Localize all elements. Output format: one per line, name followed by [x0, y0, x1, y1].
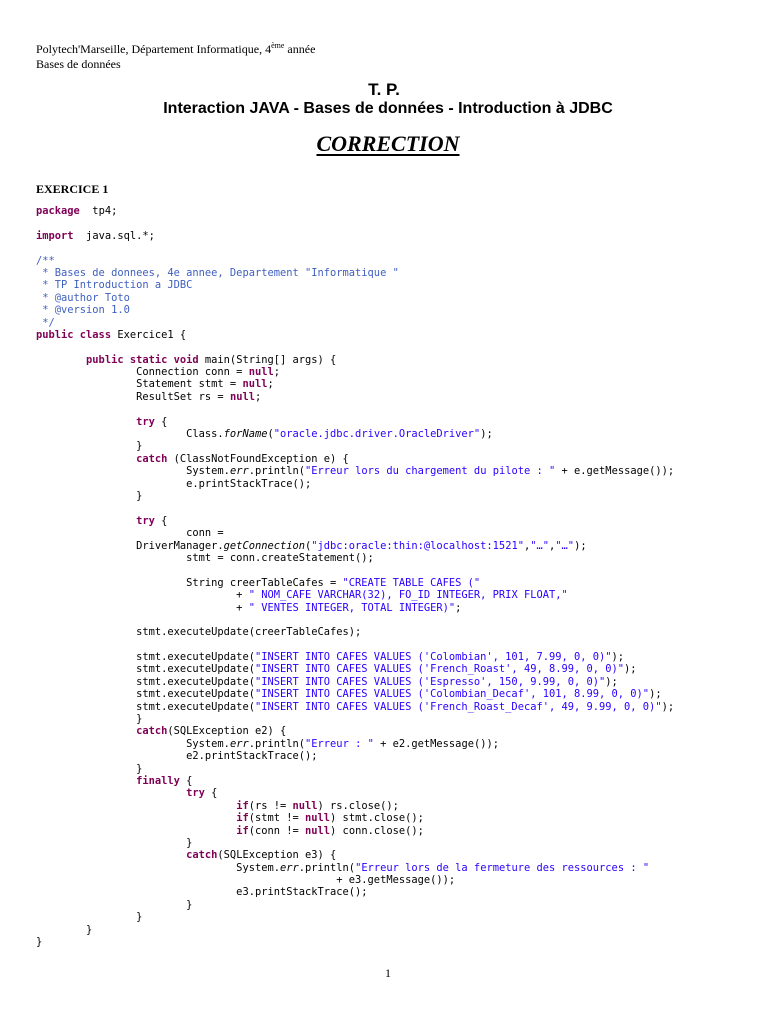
- code-line: [36, 490, 674, 502]
- code-token: null: [248, 366, 274, 379]
- code-token: System.: [36, 861, 280, 874]
- code-line: [36, 304, 674, 316]
- code-token: (: [305, 539, 312, 552]
- code-token: );: [480, 428, 493, 441]
- code-token: "INSERT INTO CAFES VALUES ('French_Roast', 49, 8.99, 0, 0)": [254, 663, 625, 676]
- code-token: Statement stmt =: [36, 378, 243, 391]
- code-token: [36, 849, 186, 861]
- code-line: [36, 911, 674, 923]
- code-token: }: [36, 898, 193, 911]
- code-token: Exercice1 {: [111, 328, 187, 341]
- code-line: [36, 651, 674, 663]
- code-token: Class.: [36, 428, 224, 441]
- code-token: getConnection: [223, 539, 305, 552]
- code-line: [36, 849, 674, 861]
- code-token: e.printStackTrace();: [36, 477, 312, 490]
- code-token: Connection conn =: [36, 366, 249, 379]
- code-line: [36, 230, 674, 242]
- code-token: " VENTES INTEGER, TOTAL INTEGER)": [248, 601, 456, 614]
- code-token: [36, 825, 236, 837]
- code-line: [36, 663, 674, 675]
- code-token: null: [242, 378, 268, 391]
- code-token: ) stmt.close();: [330, 812, 424, 825]
- code-token: err: [279, 861, 299, 874]
- ordinal-superscript: ème: [271, 41, 285, 50]
- code-token: }: [36, 836, 193, 849]
- subtitle: Interaction JAVA - Bases de données - Introduction à JDBC: [163, 100, 613, 117]
- exercise-heading: EXERCICE 1: [36, 182, 109, 196]
- code-line: [36, 527, 674, 539]
- code-token: catch: [136, 725, 168, 738]
- code-token: "INSERT INTO CAFES VALUES ('Colombian_Decaf', 101, 8.99, 0, 0)": [254, 688, 650, 701]
- code-line: [36, 812, 674, 824]
- code-line: [36, 403, 674, 415]
- code-line: [36, 602, 674, 614]
- code-token: " NOM_CAFE VARCHAR(32), FO_ID INTEGER, PRIX FLOAT,": [248, 589, 568, 602]
- code-line: [36, 502, 674, 514]
- code-token: +: [36, 601, 249, 614]
- code-line: [36, 899, 674, 911]
- code-line: [36, 242, 674, 254]
- code-token: );: [574, 539, 587, 552]
- code-line: [36, 267, 674, 279]
- code-line: [36, 478, 674, 490]
- code-token: [36, 775, 136, 787]
- code-token: try: [136, 514, 155, 527]
- code-token: DriverManager.: [36, 539, 224, 552]
- code-token: err: [229, 465, 249, 478]
- code-line: [36, 701, 674, 713]
- code-token: * TP Introduction a JDBC: [36, 279, 193, 292]
- header-line-1: Polytech'Marseille, Département Informatique, 4ème année: [36, 41, 316, 56]
- code-token: "INSERT INTO CAFES VALUES ('Espresso', 150, 9.99, 0, 0)": [254, 675, 606, 688]
- code-token: {: [204, 787, 218, 800]
- page-number: 1: [385, 966, 391, 980]
- code-token: * Bases de donnees, 4e annee, Departement "Informatique ": [36, 266, 399, 279]
- code-token: (SQLException e3) {: [217, 849, 337, 862]
- code-token: .println(: [298, 861, 356, 874]
- code-line: [36, 614, 674, 626]
- code-token: }: [36, 923, 93, 936]
- code-token: tp4;: [79, 205, 118, 217]
- code-token: "jdbc:oracle:thin:@localhost:1521": [311, 539, 524, 552]
- code-line: [36, 874, 674, 886]
- code-line: [36, 217, 674, 229]
- code-token: .println(: [248, 737, 306, 750]
- code-token: ,: [549, 539, 556, 552]
- code-token: try: [136, 415, 155, 428]
- code-line: [36, 552, 674, 564]
- code-token: "Erreur : ": [305, 737, 374, 750]
- code-line: [36, 626, 674, 638]
- code-token: .println(: [248, 465, 306, 478]
- code-token: null: [305, 812, 331, 825]
- code-line: [36, 577, 674, 589]
- code-token: [36, 515, 136, 527]
- code-token: +: [36, 589, 249, 602]
- code-token: ) conn.close();: [330, 824, 424, 837]
- code-line: [36, 428, 674, 440]
- code-token: stmt.executeUpdate(creerTableCafes);: [36, 626, 362, 639]
- code-line: [36, 378, 674, 390]
- code-token: public class: [36, 328, 112, 341]
- code-token: );: [661, 700, 675, 713]
- code-line: [36, 750, 674, 762]
- code-token: ) rs.close();: [317, 799, 399, 812]
- code-token: catch: [136, 452, 168, 465]
- code-line: [36, 540, 674, 552]
- code-line: [36, 255, 674, 267]
- code-token: "oracle.jdbc.driver.OracleDriver": [273, 428, 481, 441]
- code-token: main(String[] args) {: [198, 353, 337, 366]
- code-token: stmt.executeUpdate(: [36, 688, 255, 701]
- java-code-listing: [36, 205, 674, 948]
- code-line: [36, 564, 674, 576]
- code-line: [36, 329, 674, 341]
- code-token: {: [154, 415, 168, 428]
- code-token: if: [236, 812, 249, 825]
- code-token: catch: [186, 849, 218, 862]
- code-line: [36, 354, 674, 366]
- code-token: "CREATE TABLE CAFES (": [342, 576, 481, 589]
- code-line: [36, 800, 674, 812]
- code-line: [36, 725, 674, 737]
- code-token: java.sql.*;: [73, 229, 155, 242]
- document-header: [36, 42, 315, 72]
- code-line: [36, 837, 674, 849]
- code-line: [36, 688, 674, 700]
- code-line: [36, 205, 674, 217]
- code-line: [36, 515, 674, 527]
- code-token: ;: [273, 366, 280, 379]
- code-token: public static void: [86, 353, 199, 366]
- code-line: [36, 936, 674, 948]
- code-token: }: [36, 713, 143, 726]
- code-token: "Erreur lors de la fermeture des ressources : ": [355, 861, 650, 874]
- code-line: [36, 924, 674, 936]
- code-token: "INSERT INTO CAFES VALUES ('Colombian', 101, 7.99, 0, 0)": [254, 651, 612, 664]
- code-token: if: [236, 799, 249, 812]
- code-token: package: [36, 205, 80, 217]
- code-token: [36, 787, 186, 799]
- code-token: null: [292, 799, 318, 812]
- correction-heading: CORRECTION: [316, 131, 460, 156]
- code-line: [36, 862, 674, 874]
- code-token: }: [36, 936, 43, 949]
- code-token: System.: [36, 465, 230, 478]
- code-line: [36, 279, 674, 291]
- code-line: [36, 317, 674, 329]
- code-line: [36, 366, 674, 378]
- code-token: * @version 1.0: [36, 304, 130, 317]
- code-token: (rs !=: [248, 799, 293, 812]
- code-line: [36, 886, 674, 898]
- tp-title: T. P.: [368, 80, 400, 99]
- code-line: [36, 825, 674, 837]
- code-line: [36, 292, 674, 304]
- code-token: ,: [523, 539, 531, 552]
- code-line: [36, 341, 674, 353]
- code-token: );: [611, 651, 625, 664]
- code-token: "INSERT INTO CAFES VALUES ('French_Roast_Decaf', 49, 9.99, 0, 0)": [254, 700, 662, 713]
- code-line: [36, 713, 674, 725]
- code-token: ;: [455, 601, 462, 614]
- code-token: (ClassNotFoundException e) {: [167, 452, 349, 465]
- code-token: * @author Toto: [36, 291, 130, 304]
- code-line: [36, 738, 674, 750]
- code-token: (conn !=: [248, 824, 306, 837]
- code-token: "…": [530, 539, 550, 552]
- code-token: ;: [254, 390, 262, 403]
- code-token: /**: [36, 254, 55, 267]
- code-token: System.: [36, 737, 230, 750]
- code-token: (SQLException e2) {: [167, 725, 287, 738]
- code-line: [36, 676, 674, 688]
- code-line: [36, 440, 674, 452]
- code-token: conn =: [36, 527, 224, 540]
- code-token: stmt.executeUpdate(: [36, 663, 255, 676]
- code-token: {: [154, 514, 168, 527]
- code-line: [36, 639, 674, 651]
- code-line: [36, 416, 674, 428]
- code-token: */: [36, 316, 55, 329]
- code-token: [36, 453, 136, 465]
- code-token: (: [267, 428, 274, 441]
- code-token: );: [624, 663, 637, 676]
- code-line: [36, 763, 674, 775]
- code-line: [36, 775, 674, 787]
- code-token: "Erreur lors du chargement du pilote : ": [305, 465, 556, 478]
- code-token: [36, 354, 86, 366]
- code-token: + e2.getMessage());: [373, 737, 499, 750]
- code-line: [36, 391, 674, 403]
- code-token: String creerTableCafes =: [36, 576, 343, 589]
- code-token: try: [186, 787, 205, 800]
- code-token: "…": [555, 539, 575, 552]
- code-token: forName: [223, 428, 268, 441]
- code-token: err: [229, 737, 249, 750]
- code-token: [36, 800, 236, 812]
- code-token: null: [305, 824, 331, 837]
- code-token: stmt = conn.createStatement();: [36, 551, 374, 564]
- code-token: }: [36, 489, 143, 502]
- code-line: [36, 465, 674, 477]
- code-token: stmt.executeUpdate(: [36, 675, 255, 688]
- code-token: finally: [136, 774, 180, 787]
- code-line: [36, 453, 674, 465]
- code-token: import: [36, 229, 74, 242]
- code-token: [36, 416, 136, 428]
- code-token: );: [649, 688, 662, 701]
- code-token: }: [36, 911, 143, 924]
- code-token: + e.getMessage());: [555, 465, 675, 478]
- code-token: );: [605, 675, 618, 688]
- code-token: + e3.getMessage());: [36, 874, 456, 887]
- code-line: [36, 589, 674, 601]
- code-token: stmt.executeUpdate(: [36, 651, 255, 664]
- code-token: stmt.executeUpdate(: [36, 700, 255, 713]
- code-token: }: [36, 762, 143, 775]
- code-token: e2.printStackTrace();: [36, 750, 318, 763]
- code-token: (stmt !=: [248, 812, 306, 825]
- code-token: [36, 725, 136, 737]
- code-token: e3.printStackTrace();: [36, 886, 368, 899]
- code-token: ResultSet rs =: [36, 390, 230, 403]
- code-token: [36, 812, 236, 824]
- code-token: }: [36, 440, 143, 453]
- code-line: [36, 787, 674, 799]
- code-token: ;: [267, 378, 274, 391]
- code-token: null: [229, 390, 255, 403]
- header-line-2: Bases de données: [36, 57, 121, 71]
- code-token: {: [179, 774, 193, 787]
- code-token: if: [236, 824, 249, 837]
